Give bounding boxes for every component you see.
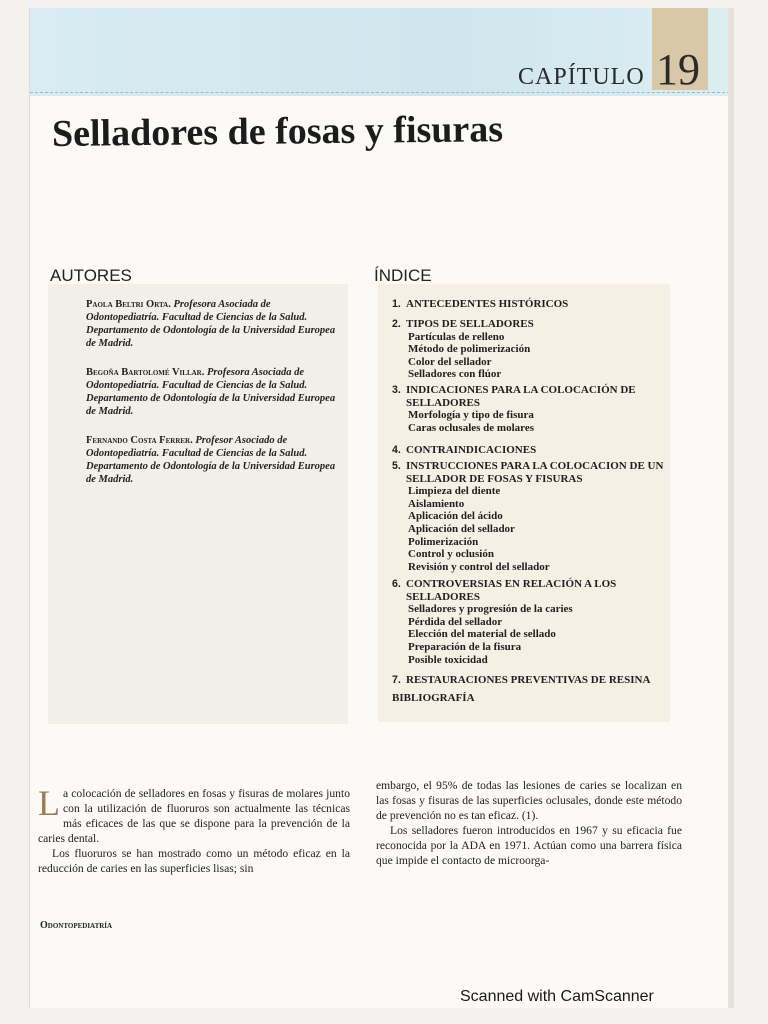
index-item-heading: RESTAURACIONES PREVENTIVAS DE RESINA bbox=[406, 674, 651, 686]
author-name: Fernando Costa Ferrer. bbox=[86, 435, 193, 446]
scanner-watermark: Scanned with CamScanner bbox=[460, 988, 654, 1005]
index-subitem: Polimerización bbox=[408, 535, 479, 548]
dropcap-letter: L bbox=[38, 783, 60, 823]
body-paragraph: Los selladores fueron introducidos en 1967 y su eficacia fue reconocida por la ADA en 1971. Actúan como una barrera física que impide el contacto de microorga- bbox=[376, 824, 682, 867]
index-item bbox=[392, 674, 682, 687]
index-item-heading: BIBLIOGRAFÍA bbox=[392, 692, 475, 704]
index-item-number: 4. bbox=[392, 444, 401, 456]
page-title: Selladores de fosas y fisuras bbox=[51, 108, 504, 155]
index-subitem: Preparación de la fisura bbox=[408, 640, 522, 653]
author-description: Profesora Asociada de Odontopediatría. Facultad de Ciencias de la Salud. Departamento de Odontología de la Universidad Europea de Madrid. bbox=[86, 299, 336, 349]
author-entry bbox=[86, 298, 336, 350]
index-item bbox=[392, 578, 682, 666]
author-name: Paola Beltri Orta. bbox=[86, 299, 171, 310]
index-subitem: Pérdida del sellador bbox=[408, 615, 503, 628]
index-item bbox=[392, 384, 682, 434]
authors-heading: AUTORES bbox=[50, 266, 132, 285]
index-item-number: 2. bbox=[392, 318, 401, 330]
index-item-number: 7. bbox=[392, 674, 401, 686]
index-item-number: 3. bbox=[392, 384, 401, 396]
author-description: Profesor Asociado de Odontopediatría. Facultad de Ciencias de la Salud. Departamento de Odontología de la Universidad Europea de Madrid. bbox=[86, 435, 336, 485]
index-subitem: Aplicación del ácido bbox=[408, 510, 503, 523]
index-subitem: Revisión y control del sellador bbox=[408, 560, 550, 573]
index-item-number: 5. bbox=[392, 460, 401, 472]
index-heading: ÍNDICE bbox=[374, 266, 432, 285]
author-description: Profesora Asociada de Odontopediatría. Facultad de Ciencias de la Salud. Departamento de Odontología de la Universidad Europea de Madrid. bbox=[86, 367, 336, 417]
index-item bbox=[392, 692, 682, 705]
index-subitem: Elección del material de sellado bbox=[408, 628, 556, 641]
document-page bbox=[30, 8, 730, 1008]
body-column-left bbox=[38, 783, 350, 876]
footer-running-title: Odontopediatría bbox=[40, 920, 113, 931]
index-subitem: Selladores y progresión de la caries bbox=[408, 603, 573, 616]
index-item bbox=[392, 318, 682, 381]
author-name: Begoña Bartolomé Villar. bbox=[86, 367, 205, 378]
index-subitem: Posible toxicidad bbox=[408, 653, 488, 666]
chapter-label: CAPÍTULO bbox=[518, 64, 645, 90]
index-item bbox=[392, 460, 682, 573]
author-entry bbox=[86, 434, 336, 486]
index-item bbox=[392, 444, 682, 457]
index-subitem: Método de polimerización bbox=[408, 343, 531, 356]
index-subitem: Partículas de relleno bbox=[408, 330, 505, 343]
index-item-heading: TIPOS DE SELLADORES bbox=[406, 318, 534, 330]
index-subitem: Limpieza del diente bbox=[408, 485, 501, 498]
index-subitem: Aplicación del sellador bbox=[408, 522, 515, 535]
page-edge bbox=[728, 8, 734, 1008]
index-subitem: Control y oclusión bbox=[408, 548, 494, 561]
index-subitem: Color del sellador bbox=[408, 355, 492, 368]
body-column-right bbox=[376, 778, 682, 868]
body-paragraph: a colocación de selladores en fosas y fisuras de molares junto con la utilización de fluoruros son actualmente las técnicas más eficaces de las que se dispone para la prevención de la caries dental. bbox=[38, 787, 350, 845]
index-item-heading: INSTRUCCIONES PARA LA COLOCACION DE UN SELLADOR DE FOSAS Y FISURAS bbox=[406, 460, 664, 485]
index-item-heading: CONTRAINDICACIONES bbox=[406, 444, 537, 456]
body-paragraph: Los fluoruros se han mostrado como un método eficaz en la reducción de caries en las superficies lisas; sin bbox=[38, 847, 350, 875]
index-subitem: Aislamiento bbox=[408, 497, 465, 510]
index-item-heading: ANTECEDENTES HISTÓRICOS bbox=[406, 298, 569, 310]
index-subitem: Selladores con flúor bbox=[408, 368, 502, 381]
author-entry bbox=[86, 366, 336, 418]
index-item-heading: CONTROVERSIAS EN RELACIÓN A LOS SELLADORES bbox=[406, 578, 617, 603]
index-subitem: Caras oclusales de molares bbox=[408, 421, 534, 434]
index-item-number: 1. bbox=[392, 298, 401, 310]
index-subitem: Morfología y tipo de fisura bbox=[408, 409, 534, 422]
body-paragraph: embargo, el 95% de todas las lesiones de caries se localizan en las fosas y fisuras de las superficies oclusales, donde este método de prevención no es tan eficaz. (1). bbox=[376, 779, 682, 822]
index-item-number: 6. bbox=[392, 578, 401, 590]
index-item-heading: INDICACIONES PARA LA COLOCACIÓN DE SELLADORES bbox=[406, 384, 636, 409]
chapter-number: 19 bbox=[656, 45, 700, 94]
index-item bbox=[392, 298, 682, 311]
authors-panel bbox=[48, 284, 348, 724]
